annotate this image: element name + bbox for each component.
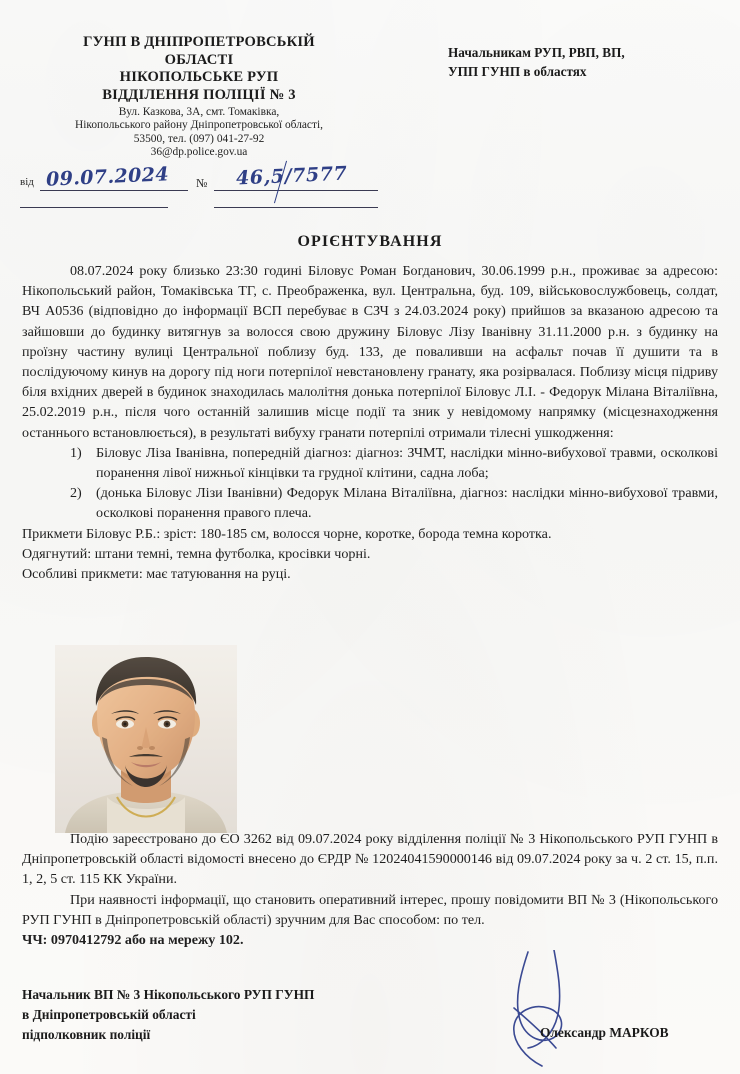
org-address-line-2: Нікопольського району Дніпропетровської області, (75, 119, 323, 132)
contact-prefix: ЧЧ: (22, 932, 51, 949)
signature-line-2: в Дніпропетровській області (22, 1007, 196, 1022)
registration-number-label: № (196, 176, 208, 190)
registration-rule-date-bottom (20, 207, 168, 208)
addressee-line-2: УПП ГУНП в областях (448, 64, 587, 79)
list-item (70, 443, 718, 483)
registration-number-handwritten: 46,5/7577 (235, 162, 348, 190)
suspect-photo (55, 645, 237, 833)
contact-paragraph: При наявності інформації, що становить оперативний інтерес, прошу повідомити ВП № 3 (Нікопольського РУП ГУНП в Дніпропетровській області) зручним для Вас способом: по тел. (22, 891, 718, 928)
physical-features-line: Прикмети Біловус Р.Б.: зріст: 180-185 см, волосся чорне, коротке, борода темна коротка. (22, 525, 552, 542)
addressee-line-1: Начальникам РУП, РВП, ВП, (448, 45, 625, 60)
clothing-line: Одягнутий: штани темні, темна футболка, кросівки чорні. (22, 545, 371, 562)
injury-marker-1: 1) (70, 444, 82, 461)
list-item (70, 483, 718, 523)
injury-marker-2: 2) (70, 485, 82, 502)
injury-text-1: Біловус Ліза Іванівна, попередній діагноз: діагноз: ЗЧМТ, наслідки мінно-вибухової травми, осколкові поранення лівої нижньої кінцівки та грудної клітини, садна лоба; (96, 444, 718, 482)
page-title: ОРІЄНТУВАННЯ (297, 233, 443, 250)
contact-phone-line (22, 930, 718, 950)
signer-name: Олександр МАРКОВ (540, 1025, 669, 1040)
registration-rule-number-top (214, 190, 378, 191)
addressee-block (448, 43, 728, 81)
issuing-organization-block (24, 34, 374, 160)
org-address-line-1: Вул. Казкова, 3А, смт. Томаківка, (118, 106, 280, 118)
org-title-line-2: ОБЛАСТІ (164, 51, 234, 68)
org-email: 36@dp.police.gov.ua (150, 146, 248, 159)
signature-line-3: підполковник поліції (22, 1027, 151, 1042)
contact-phone-number[interactable]: 0970412792 (50, 932, 122, 949)
registration-rule-date-top (40, 190, 188, 191)
registration-rule-number-bottom (214, 207, 378, 208)
signature-line-1: Начальник ВП № 3 Нікопольського РУП ГУНП (22, 987, 315, 1002)
contact-middle-text: або на мережу (121, 932, 219, 949)
document-footer-body (22, 829, 718, 950)
registration-paragraph: Подію зареєстровано до ЄО 3262 від 09.07.2024 року відділення поліції № 3 Нікопольського РУП ГУНП в Дніпропетровській області відомості внесено до ЄРДР № 12024041590000146 від 09.07.2024 року за ч. 2 ст. 15, п.п. 1, 2, 5 ст. 115 КК України. (22, 831, 718, 888)
org-title-line-1: ГУНП В ДНІПРОПЕТРОВСЬКІЙ (83, 34, 315, 50)
document-body (22, 261, 718, 584)
special-marks-line: Особливі прикмети: має татуювання на руці. (22, 566, 291, 583)
document-header (0, 34, 740, 184)
org-address-block (24, 106, 374, 160)
incident-description-paragraph: 08.07.2024 року близько 23:30 годині Біловус Роман Богданович, 30.06.1999 р.н., проживає за адресою: Нікопольський район, Томаківська ТГ, с. Преображенка, вул. Центральна, буд. 109, військовослужбовець, солдат, ВЧ А0536 (відповідно до інформації ВСП перебуває в СЗЧ з 24.03.2024 року) прийшов за вказаною адресою та зайшовши до будинку витягнув за волосся свою дружину Біловус Лізу Іванівну 31.11.2000 р.н. з будинку на проїзну частину вулиці Центральної поблизу буд. 133, де поваливши на асфальт почав її душити та в послідуючому кинув на дорогу під ноги потерпілої невстановлену гранату, яка розірвалася. Поблизу місця підриву біля вхідних дверей в будинок знаходилась малолітня донька потерпілої Біловус Л.І. - Федорук Мілана Віталіївна, 25.02.2019 р.н., після чого останній залишив місце події та зник у невідомому напрямку (місцезнаходження останнього встановлюється), в результаті вибуху гранати потерпілі отримали тілесні ушкодження: (22, 263, 718, 441)
injuries-list (22, 443, 718, 524)
org-title-line-3: НІКОПОЛЬСЬКЕ РУП (119, 69, 279, 85)
injury-text-2: (донька Біловус Лізи Іванівни) Федорук Мілана Віталіївна, діагноз: наслідки мінно-вибухової травми, осколкові поранення правого плеча. (96, 485, 718, 522)
signature-title-block (22, 985, 452, 1045)
registration-from-label: від (20, 176, 34, 188)
registration-date-handwritten: 09.07.2024 (45, 163, 170, 191)
org-address-line-3: 53500, тел. (097) 041-27-92 (133, 132, 265, 145)
registration-fields (18, 162, 378, 212)
emergency-number[interactable]: 102. (218, 932, 244, 949)
handwritten-signature (470, 950, 610, 1070)
org-title-line-4: ВІДДІЛЕННЯ ПОЛІЦІЇ № 3 (102, 86, 296, 103)
